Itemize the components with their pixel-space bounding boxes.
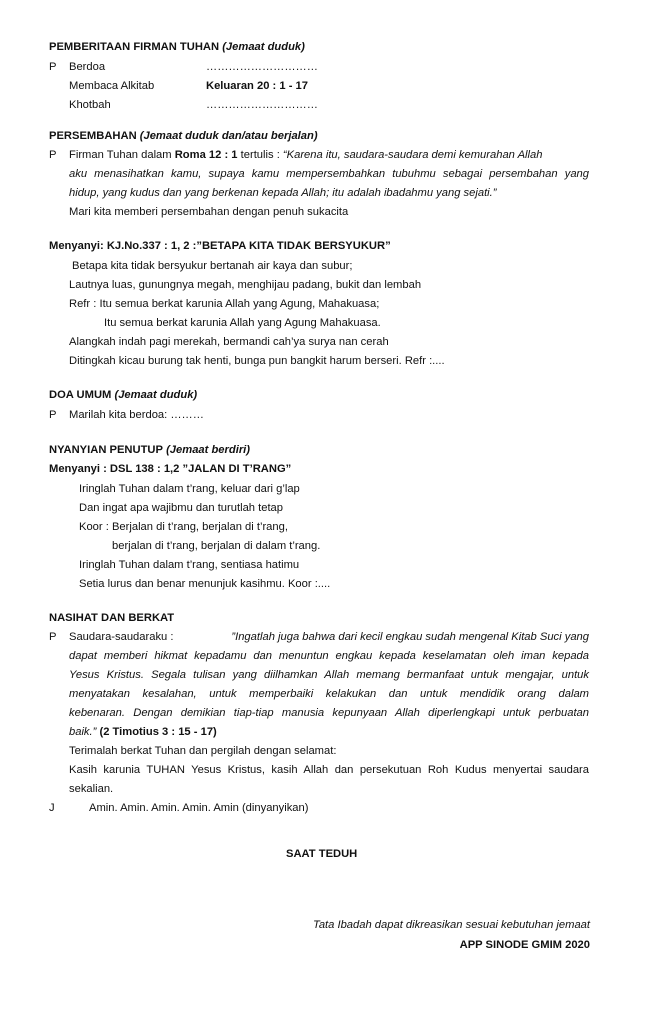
lyric-line: Lautnya luas, gunungnya megah, menghijau padang, bukit dan lembah bbox=[69, 279, 422, 291]
amin-line: Amin. Amin. Amin. Amin. Amin (dinyanyikan) bbox=[89, 802, 309, 814]
doa-umum-text: Marilah kita berdoa: ……… bbox=[69, 409, 204, 421]
quote-span: baik.” bbox=[69, 726, 97, 738]
text-span: Firman Tuhan dalam bbox=[69, 149, 172, 161]
role-marker-p: P bbox=[49, 61, 57, 73]
section-title: NYANYIAN PENUTUP bbox=[49, 444, 163, 456]
section-nyanyian-penutup-heading bbox=[49, 441, 250, 459]
khotbah-dots: ………………………… bbox=[206, 99, 318, 111]
lyric-line: Alangkah indah pagi merekah, bermandi cah’ya surya nan cerah bbox=[69, 336, 389, 348]
saat-teduh-label: SAAT TEDUH bbox=[286, 848, 358, 860]
bible-reference: Roma 12 : 1 bbox=[174, 149, 238, 161]
lyric-line: Refr : Itu semua berkat karunia Allah yang Agung, Mahakuasa; bbox=[69, 298, 380, 310]
role-marker-p: P bbox=[49, 409, 57, 421]
lyric-line: Iringlah Tuhan dalam t’rang, keluar dari g’lap bbox=[79, 483, 300, 495]
berdoa-dots: ………………………… bbox=[206, 61, 318, 73]
lyric-line: Iringlah Tuhan dalam t’rang, sentiasa hatimu bbox=[79, 559, 300, 571]
quote-span: ”Ingatlah juga bahwa dari kecil engkau sudah mengenal Kitab Suci yang bbox=[231, 631, 589, 643]
section-note: (Jemaat duduk) bbox=[222, 41, 305, 53]
role-marker-p: P bbox=[49, 631, 57, 643]
persembahan-invitation: Mari kita memberi persembahan dengan penuh sukacita bbox=[69, 206, 349, 218]
khotbah-label: Khotbah bbox=[69, 99, 111, 111]
footer-organization: APP SINODE GMIM 2020 bbox=[459, 939, 590, 951]
persembahan-quote-line: hidup, yang kudus dan yang berkenan kepada Allah; itu adalah ibadahmu yang sejati.” bbox=[69, 187, 497, 199]
berdoa-label: Berdoa bbox=[69, 61, 106, 73]
nasihat-quote-line: Yesus Kristus. Segala tulisan yang diilhamkan Allah memang bermanfaat untuk mengajar, untuk bbox=[69, 669, 589, 681]
membaca-alkitab-label: Membaca Alkitab bbox=[69, 80, 155, 92]
nasihat-quote-line: menyatakan kesalahan, untuk memperbaiki kelakukan dan untuk mendidik orang dalam bbox=[69, 688, 589, 700]
lyric-line: Setia lurus dan benar menunjuk kasihmu. Koor :.... bbox=[79, 578, 331, 590]
lyric-line: Itu semua berkat karunia Allah yang Agung Mahakuasa. bbox=[104, 317, 381, 329]
section-title: PEMBERITAAN FIRMAN TUHAN bbox=[49, 41, 220, 53]
text-span: tertulis : bbox=[240, 149, 280, 161]
section-title: DOA UMUM bbox=[49, 389, 112, 401]
role-marker-j: J bbox=[49, 802, 55, 814]
nasihat-quote-line: kebenaran. Dengan demikian tiap-tiap manusia kepunyaan Allah diperlengkapi untuk perbuatan bbox=[69, 707, 589, 719]
lyric-line: berjalan di t’rang, berjalan di dalam t’rang. bbox=[112, 540, 321, 552]
lyric-line: Dan ingat apa wajibmu dan turutlah tetap bbox=[79, 502, 283, 514]
berkat-text-line: sekalian. bbox=[69, 783, 114, 795]
bible-reference: Keluaran 20 : 1 - 17 bbox=[206, 80, 308, 92]
song-kj-title: Menyanyi: KJ.No.337 : 1, 2 :”BETAPA KITA TIDAK BERSYUKUR” bbox=[49, 240, 391, 252]
quote-span: “Karena itu, saudara-saudara demi kemurahan Allah bbox=[282, 149, 543, 161]
lyric-line: Koor : Berjalan di t’rang, berjalan di t’rang, bbox=[79, 521, 288, 533]
section-nasihat-heading: NASIHAT DAN BERKAT bbox=[49, 612, 175, 624]
lyric-line: Ditingkah kicau burung tak henti, bunga pun bangkit harum berseri. Refr :.... bbox=[69, 355, 445, 367]
footer-note: Tata Ibadah dapat dikreasikan sesuai kebutuhan jemaat bbox=[313, 919, 590, 931]
lyric-line: Betapa kita tidak bersyukur bertanah air kaya dan subur; bbox=[72, 260, 353, 272]
section-note: (Jemaat berdiri) bbox=[166, 444, 251, 456]
berkat-text-line: Kasih karunia TUHAN Yesus Kristus, kasih Allah dan persekutuan Roh Kudus menyertai saudara bbox=[69, 764, 589, 776]
role-marker-p: P bbox=[49, 149, 57, 161]
section-title: PERSEMBAHAN bbox=[49, 130, 137, 142]
section-persembahan-heading bbox=[49, 127, 318, 145]
nasihat-quote-line: dapat memberi hikmat kepadamu dan menuntun engkau kepada keselamatan oleh iman kepada bbox=[69, 650, 589, 662]
berkat-intro: Terimalah berkat Tuhan dan pergilah dengan selamat: bbox=[69, 745, 337, 757]
bible-reference: (2 Timotius 3 : 15 - 17) bbox=[99, 726, 217, 738]
section-note: (Jemaat duduk) bbox=[114, 389, 198, 401]
persembahan-text-line bbox=[69, 146, 542, 164]
song-dsl-title: Menyanyi : DSL 138 : 1,2 ”JALAN DI T’RANG” bbox=[49, 463, 292, 475]
section-pemberitaan-heading bbox=[49, 38, 305, 56]
text-span: Saudara-saudaraku : bbox=[69, 631, 174, 643]
nasihat-quote-end bbox=[69, 723, 217, 741]
persembahan-quote-line: aku menasihatkan kamu, supaya kamu mempersembahkan tubuhmu sebagai persembahan yang bbox=[69, 168, 589, 180]
nasihat-text-line bbox=[69, 628, 589, 646]
section-note: (Jemaat duduk dan/atau berjalan) bbox=[139, 130, 318, 142]
section-doa-umum-heading bbox=[49, 386, 197, 404]
